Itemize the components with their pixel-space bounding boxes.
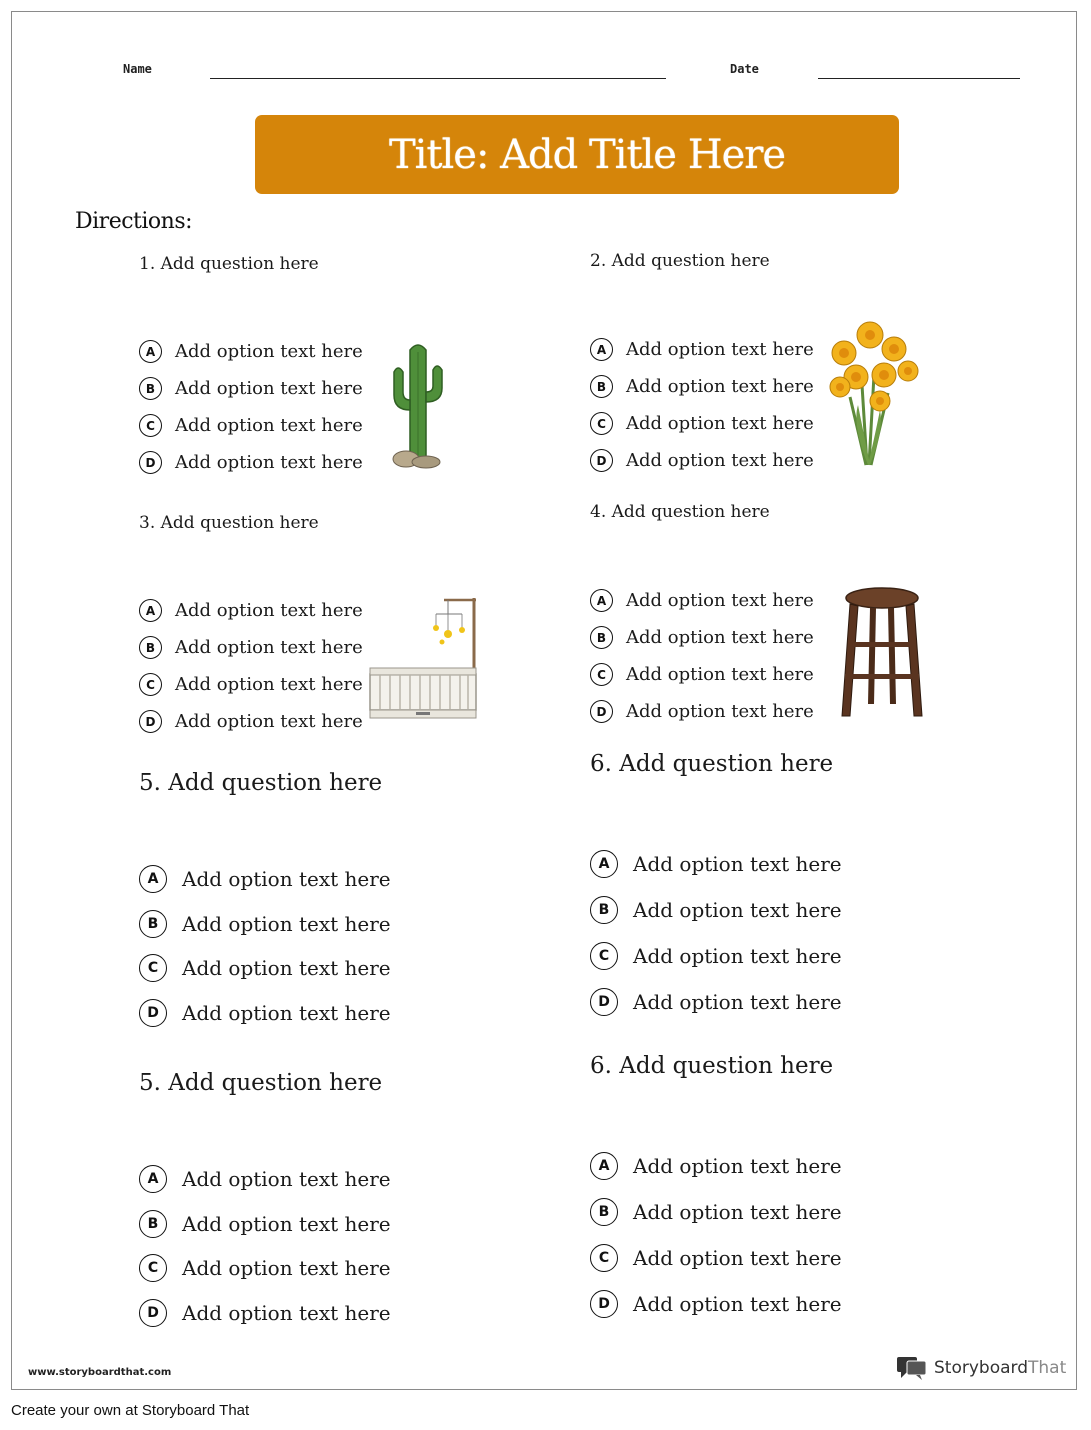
footer-url[interactable]: www.storyboardthat.com [28, 1367, 172, 1378]
option-text: Add option text here [175, 415, 363, 436]
option-d[interactable] [590, 693, 814, 730]
option-d[interactable] [590, 979, 842, 1025]
question-3-label: 3. Add question here [139, 513, 319, 533]
option-a[interactable] [139, 1157, 391, 1202]
option-text: Add option text here [175, 378, 363, 399]
option-b[interactable] [139, 902, 391, 947]
option-text: Add option text here [633, 852, 842, 876]
question-8-label: 6. Add question here [590, 1053, 834, 1079]
option-letter-a: A [590, 589, 613, 612]
wooden-stool-illustration [836, 586, 928, 720]
option-c[interactable] [590, 656, 814, 693]
question-6-options [590, 841, 842, 1025]
option-text: Add option text here [626, 376, 814, 397]
cactus-illustration [386, 340, 450, 470]
option-letter-d: D [590, 449, 613, 472]
option-a[interactable] [139, 333, 363, 370]
option-letter-c: C [139, 1254, 167, 1282]
question-7-label: 5. Add question here [139, 1070, 383, 1096]
option-text: Add option text here [175, 452, 363, 473]
option-letter-b: B [590, 375, 613, 398]
option-letter-d: D [139, 1299, 167, 1327]
page-title: Title: Add Title Here [388, 131, 786, 178]
brand-secondary: That [1028, 1358, 1067, 1378]
option-d[interactable] [590, 1281, 842, 1327]
option-text: Add option text here [626, 339, 814, 360]
option-b[interactable] [590, 619, 814, 656]
option-text: Add option text here [182, 867, 391, 892]
option-d[interactable] [590, 442, 814, 479]
option-letter-a: A [139, 599, 162, 622]
daffodils-illustration [822, 315, 922, 467]
option-text: Add option text here [626, 413, 814, 434]
name-label: Name [123, 62, 152, 76]
option-c[interactable] [139, 1246, 391, 1291]
option-text: Add option text here [175, 674, 363, 695]
option-text: Add option text here [175, 637, 363, 658]
option-c[interactable] [590, 405, 814, 442]
option-d[interactable] [139, 703, 363, 740]
option-letter-d: D [590, 1290, 618, 1318]
option-letter-d: D [590, 700, 613, 723]
option-letter-c: C [139, 414, 162, 437]
option-c[interactable] [590, 1235, 842, 1281]
option-d[interactable] [139, 991, 391, 1036]
option-letter-b: B [139, 377, 162, 400]
option-letter-b: B [139, 910, 167, 938]
option-text: Add option text here [175, 341, 363, 362]
option-letter-b: B [139, 1210, 167, 1238]
option-text: Add option text here [633, 1200, 842, 1224]
option-text: Add option text here [626, 450, 814, 471]
question-4-label: 4. Add question here [590, 502, 770, 522]
option-letter-a: A [139, 1165, 167, 1193]
question-1-label: 1. Add question here [139, 254, 319, 274]
question-3-options [139, 592, 363, 740]
question-4-options [590, 582, 814, 730]
create-your-own-caption[interactable]: Create your own at Storyboard That [11, 1402, 250, 1419]
option-text: Add option text here [182, 911, 391, 936]
option-a[interactable] [590, 331, 814, 368]
option-b[interactable] [590, 1189, 842, 1235]
option-letter-c: C [590, 1244, 618, 1272]
option-text: Add option text here [633, 990, 842, 1014]
option-a[interactable] [139, 592, 363, 629]
option-text: Add option text here [626, 627, 814, 648]
option-text: Add option text here [182, 1167, 391, 1192]
option-letter-c: C [590, 663, 613, 686]
option-letter-a: A [590, 338, 613, 361]
option-text: Add option text here [633, 898, 842, 922]
option-c[interactable] [139, 946, 391, 991]
option-text: Add option text here [633, 1154, 842, 1178]
option-text: Add option text here [626, 590, 814, 611]
brand-primary: Storyboard [934, 1358, 1028, 1378]
question-7-options [139, 1157, 391, 1335]
option-a[interactable] [590, 841, 842, 887]
question-1-options [139, 333, 363, 481]
option-letter-a: A [590, 850, 618, 878]
option-b[interactable] [139, 629, 363, 666]
option-b[interactable] [139, 370, 363, 407]
question-2-label: 2. Add question here [590, 251, 770, 271]
option-a[interactable] [590, 582, 814, 619]
question-5-label: 5. Add question here [139, 770, 383, 796]
option-text: Add option text here [175, 711, 363, 732]
storyboardthat-brand[interactable] [896, 1355, 1066, 1381]
option-b[interactable] [139, 1202, 391, 1247]
option-text: Add option text here [633, 944, 842, 968]
option-d[interactable] [139, 444, 363, 481]
option-c[interactable] [139, 666, 363, 703]
date-line [818, 78, 1020, 79]
option-letter-b: B [590, 1198, 618, 1226]
option-text: Add option text here [182, 1211, 391, 1236]
option-letter-a: A [139, 340, 162, 363]
option-d[interactable] [139, 1291, 391, 1336]
option-text: Add option text here [626, 701, 814, 722]
option-text: Add option text here [175, 600, 363, 621]
option-letter-c: C [590, 412, 613, 435]
name-line [210, 78, 666, 79]
title-banner [255, 115, 899, 194]
crib-with-mobile-illustration [368, 596, 480, 722]
option-b[interactable] [590, 887, 842, 933]
option-letter-a: A [139, 865, 167, 893]
option-letter-c: C [139, 673, 162, 696]
brand-name [934, 1358, 1066, 1378]
option-text: Add option text here [633, 1246, 842, 1270]
worksheet-page [11, 11, 1077, 1390]
option-a[interactable] [590, 1143, 842, 1189]
option-letter-c: C [590, 942, 618, 970]
option-c[interactable] [139, 407, 363, 444]
option-letter-d: D [139, 451, 162, 474]
option-letter-d: D [139, 710, 162, 733]
option-text: Add option text here [626, 664, 814, 685]
option-letter-d: D [139, 999, 167, 1027]
question-5-options [139, 857, 391, 1035]
storyboardthat-logo-icon [896, 1355, 928, 1381]
date-label: Date [730, 62, 759, 76]
option-c[interactable] [590, 933, 842, 979]
question-6-label: 6. Add question here [590, 751, 834, 777]
option-text: Add option text here [633, 1292, 842, 1316]
option-letter-b: B [590, 896, 618, 924]
option-text: Add option text here [182, 956, 391, 981]
option-text: Add option text here [182, 1300, 391, 1325]
option-letter-b: B [590, 626, 613, 649]
option-letter-d: D [590, 988, 618, 1016]
option-text: Add option text here [182, 1000, 391, 1025]
directions-label: Directions: [75, 209, 193, 234]
option-letter-b: B [139, 636, 162, 659]
option-text: Add option text here [182, 1256, 391, 1281]
question-8-options [590, 1143, 842, 1327]
option-letter-c: C [139, 954, 167, 982]
question-2-options [590, 331, 814, 479]
option-b[interactable] [590, 368, 814, 405]
option-letter-a: A [590, 1152, 618, 1180]
option-a[interactable] [139, 857, 391, 902]
